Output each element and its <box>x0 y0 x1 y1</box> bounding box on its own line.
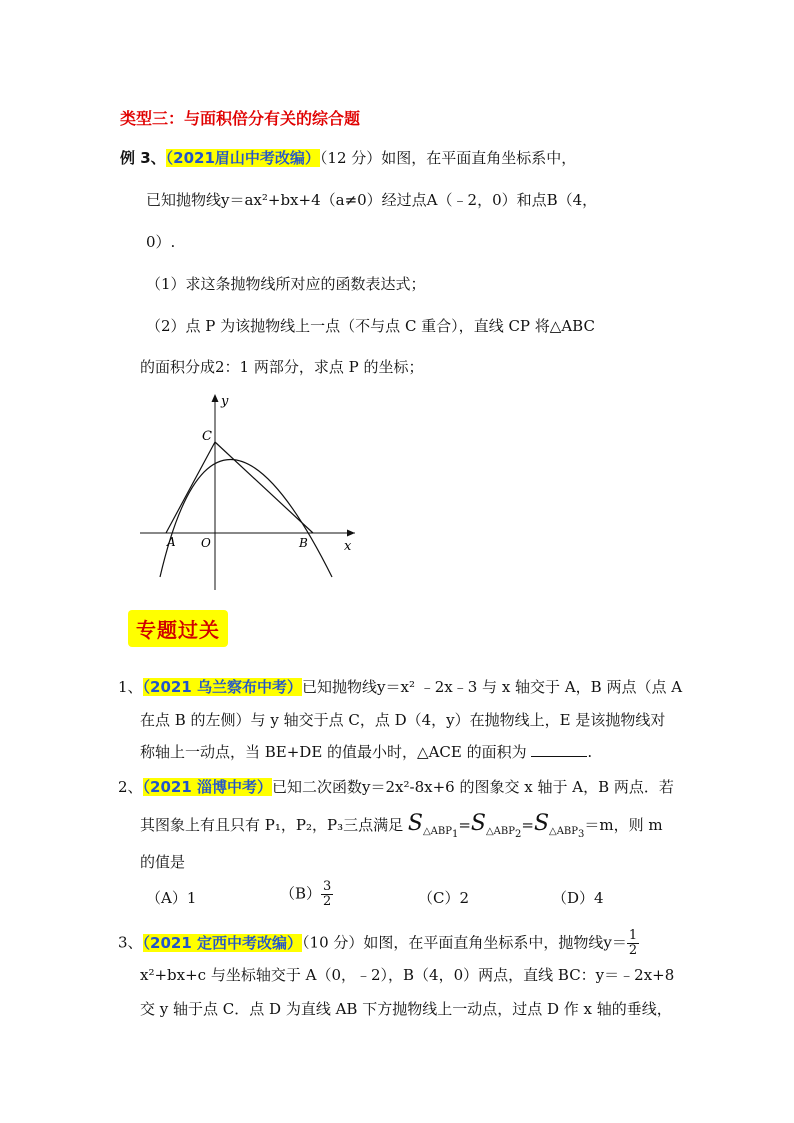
example-line2: 已知抛物线y＝ax²+bx+4（a≠0）经过点A（﹣2，0）和点B（4， <box>146 191 598 209</box>
problem-1-line3 <box>140 742 592 762</box>
problem-2-text2-end: ＝m，则 m <box>584 816 663 834</box>
segment-AC <box>166 442 215 533</box>
example-line3: 0）. <box>146 233 176 251</box>
problem-1-line2: 在点 B 的左侧）与 y 轴交于点 C，点 D（4，y）在抛物线上，E 是该抛物线对 <box>140 711 666 729</box>
segment-CB <box>215 442 313 533</box>
problem-1-period: . <box>587 743 593 761</box>
option-D: （D）4 <box>552 889 604 907</box>
problem-2-text2: 其图象上有且只有 P₁，P₂，P₃三点满足 <box>140 816 404 834</box>
problem-3-source-tag: （2021 定西中考改编） <box>142 933 303 952</box>
problem-3-number: 3、 <box>118 933 143 952</box>
y-axis-arrow <box>212 394 219 402</box>
section-title: 类型三：与面积倍分有关的综合题 <box>120 109 361 128</box>
example-question-2-line1: （2）点 P 为该抛物线上一点（不与点 C 重合），直线 CP 将△ABC <box>146 317 595 335</box>
label-O: O <box>201 536 211 550</box>
example-line1: （12 分）如图，在平面直角坐标系中， <box>319 149 577 167</box>
problem-3-text1: （10 分）如图，在平面直角坐标系中，抛物线y＝ <box>302 933 627 952</box>
problem-3-line1 <box>118 929 639 958</box>
example-header <box>120 148 576 168</box>
area-equation: $S_{\triangle ABP_1}=S_{\triangle ABP_2}=S_{\triangle ABP_3}$ <box>407 811 585 840</box>
option-A: （A）1 <box>146 889 197 907</box>
example-source-tag: （2021眉山中考改编） <box>165 149 320 167</box>
label-y: y <box>221 394 229 409</box>
problem-1-line1 <box>118 677 682 697</box>
label-A: A <box>167 535 176 549</box>
label-x: x <box>344 539 352 554</box>
section-badge: 专题过关 <box>128 610 228 647</box>
problem-2-source-tag: （2021 淄博中考） <box>142 778 273 796</box>
problem-2-number: 2、 <box>118 778 143 796</box>
answer-blank <box>531 742 587 757</box>
problem-1-source-tag: （2021 乌兰察布中考） <box>142 678 303 696</box>
option-B-fraction: $\frac{3}{2}$ <box>323 879 332 909</box>
option-B-label: （B） <box>280 884 322 903</box>
option-B <box>280 880 333 909</box>
option-C: （C）2 <box>418 889 470 907</box>
problem-2-text1: 已知二次函数y＝2x²-8x+6 的图象交 x 轴于 A，B 两点．若 <box>272 778 674 796</box>
example-label: 例 3、 <box>120 149 166 167</box>
problem-3-line2: x²+bx+c 与坐标轴交于 A（0，﹣2），B（4，0）两点，直线 BC：y＝﹣2x+8 <box>140 966 675 984</box>
problem-3-line3: 交 y 轴于点 C．点 D 为直线 AB 下方抛物线上一动点，过点 D 作 x 轴的垂线， <box>140 1000 672 1018</box>
problem-2-line1 <box>118 777 674 797</box>
problem-1-text1: 已知抛物线y＝x² ﹣2x﹣3 与 x 轴交于 A，B 两点（点 A <box>302 678 683 696</box>
example-question-2-line2: 的面积分成2：1 两部分，求点 P 的坐标； <box>140 358 424 376</box>
parabola-figure <box>130 390 370 600</box>
parabola-curve <box>160 460 332 578</box>
problem-3-fraction: $\frac{1}{2}$ <box>628 928 638 958</box>
example-question-1: （1）求这条抛物线所对应的函数表达式； <box>146 275 426 293</box>
label-B: B <box>299 536 308 550</box>
problem-2-line2 <box>140 811 663 845</box>
label-C: C <box>202 429 212 444</box>
problem-1-text3: 称轴上一动点，当 BE+DE 的值最小时，△ACE 的面积为 <box>140 743 527 761</box>
problem-1-number: 1、 <box>118 678 143 696</box>
problem-2-line3: 的值是 <box>140 853 186 871</box>
x-axis-arrow <box>347 530 355 537</box>
